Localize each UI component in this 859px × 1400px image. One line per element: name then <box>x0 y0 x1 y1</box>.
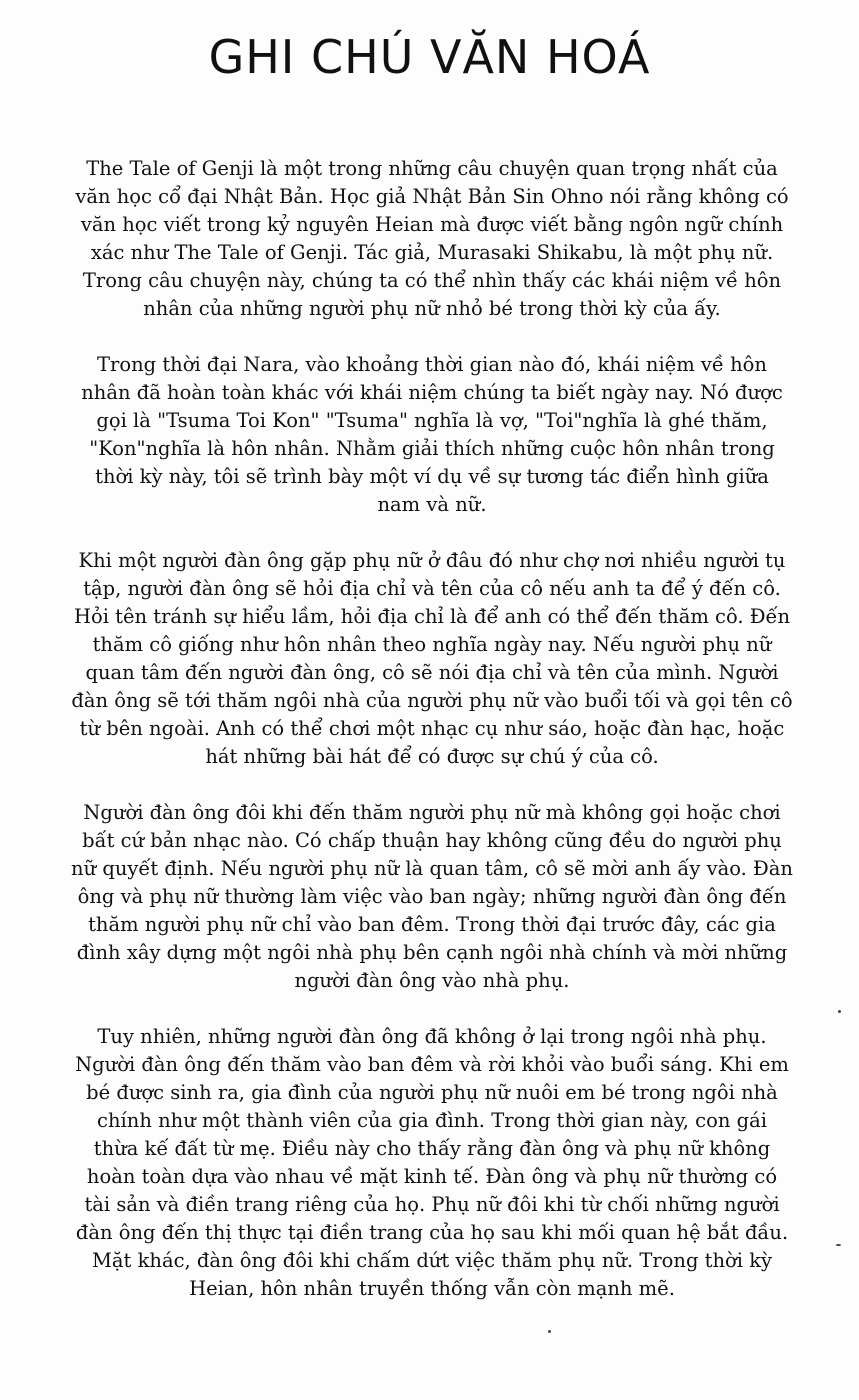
text-line: Mặt khác, đàn ông đôi khi chấm dứt việc thăm phụ nữ. Trong thời kỳ <box>91 1249 773 1272</box>
scan-speck <box>548 1330 551 1333</box>
text-line: đình xây dựng một ngôi nhà phụ bên cạnh ngôi nhà chính và mời những <box>76 941 788 964</box>
text-line: thừa kế đất từ mẹ. Điều này cho thấy rằng đàn ông và phụ nữ không <box>93 1137 771 1160</box>
text-line: Khi một người đàn ông gặp phụ nữ ở đâu đó như chợ nơi nhiều người tụ <box>78 549 786 572</box>
paragraph-4 <box>50 799 814 995</box>
text-line: Trong câu chuyện này, chúng ta có thể nhìn thấy các khái niệm về hôn <box>82 269 782 292</box>
text-line: xác như The Tale of Genji. Tác giả, Murasaki Shikabu, là một phụ nữ. <box>90 241 774 264</box>
text-line: nữ quyết định. Nếu người phụ nữ là quan tâm, cô sẽ mời anh ấy vào. Đàn <box>71 857 793 880</box>
text-line: bất cứ bản nhạc nào. Có chấp thuận hay không cũng đều do người phụ <box>82 829 782 852</box>
text-line: đàn ông sẽ tới thăm ngôi nhà của người phụ nữ vào buổi tối và gọi tên cô <box>71 689 793 712</box>
text-line: "Kon"nghĩa là hôn nhân. Nhằm giải thích những cuộc hôn nhân trong <box>89 437 775 460</box>
text-line: hát những bài hát để có được sự chú ý của cô. <box>205 745 659 768</box>
text-line: Người đàn ông đôi khi đến thăm người phụ nữ mà không gọi hoặc chơi <box>83 801 781 824</box>
text-line: Trong thời đại Nara, vào khoảng thời gian nào đó, khái niệm về hôn <box>97 353 767 376</box>
document-body <box>50 155 814 1331</box>
text-line: hoàn toàn dựa vào nhau về mặt kinh tế. Đàn ông và phụ nữ thường có <box>86 1165 778 1188</box>
text-line: bé được sinh ra, gia đình của người phụ nữ nuôi em bé trong ngôi nhà <box>86 1081 778 1104</box>
text-line: nhân đã hoàn toàn khác với khái niệm chúng ta biết ngày nay. Nó được <box>81 381 783 404</box>
text-line: Hỏi tên tránh sự hiểu lầm, hỏi địa chỉ là để anh có thể đến thăm cô. Đến <box>73 605 791 628</box>
text-line: văn học viết trong kỷ nguyên Heian mà được viết bằng ngôn ngữ chính <box>80 213 784 236</box>
text-line: The Tale of Genji là một trong những câu chuyện quan trọng nhất của <box>86 157 778 180</box>
text-line: tài sản và điền trang riêng của họ. Phụ nữ đôi khi từ chối những người <box>84 1193 780 1216</box>
text-line: văn học cổ đại Nhật Bản. Học giả Nhật Bản Sin Ohno nói rằng không có <box>75 185 789 208</box>
text-line: Tuy nhiên, những người đàn ông đã không ở lại trong ngôi nhà phụ. <box>97 1025 767 1048</box>
text-line: đàn ông đến thị thực tại điền trang của họ sau khi mối quan hệ bắt đầu. <box>75 1221 789 1244</box>
paragraph-5 <box>50 1023 814 1303</box>
text-line: nhân của những người phụ nữ nhỏ bé trong thời kỳ của ấy. <box>143 297 721 320</box>
paragraph-3 <box>50 547 814 771</box>
paragraph-1 <box>50 155 814 323</box>
text-line: thăm người phụ nữ chỉ vào ban đêm. Trong thời đại trước đây, các gia <box>88 913 776 936</box>
text-line: nam và nữ. <box>377 493 487 516</box>
page-title: GHI CHÚ VĂN HOÁ <box>208 30 651 84</box>
text-line: gọi là "Tsuma Toi Kon" "Tsuma" nghĩa là vợ, "Toi"nghĩa là ghé thăm, <box>96 409 768 432</box>
text-line: chính như một thành viên của gia đình. Trong thời gian này, con gái <box>97 1109 767 1132</box>
text-line: Người đàn ông đến thăm vào ban đêm và rời khỏi vào buổi sáng. Khi em <box>75 1053 789 1076</box>
text-line: Heian, hôn nhân truyền thống vẫn còn mạnh mẽ. <box>189 1277 675 1300</box>
text-line: người đàn ông vào nhà phụ. <box>294 969 570 992</box>
text-line: tập, người đàn ông sẽ hỏi địa chỉ và tên của cô nếu anh ta để ý đến cô. <box>83 577 781 600</box>
text-line: thăm cô giống như hôn nhân theo nghĩa ngày nay. Nếu người phụ nữ <box>92 633 772 656</box>
scan-speck <box>838 1010 841 1013</box>
text-line: ông và phụ nữ thường làm việc vào ban ngày; những người đàn ông đến <box>77 885 787 908</box>
scan-speck <box>836 1244 841 1246</box>
text-line: thời kỳ này, tôi sẽ trình bày một ví dụ về sự tương tác điển hình giữa <box>95 465 769 488</box>
text-line: từ bên ngoài. Anh có thể chơi một nhạc cụ như sáo, hoặc đàn hạc, hoặc <box>79 717 785 740</box>
paragraph-2 <box>50 351 814 519</box>
text-line: quan tâm đến người đàn ông, cô sẽ nói địa chỉ và tên của mình. Người <box>85 661 779 684</box>
